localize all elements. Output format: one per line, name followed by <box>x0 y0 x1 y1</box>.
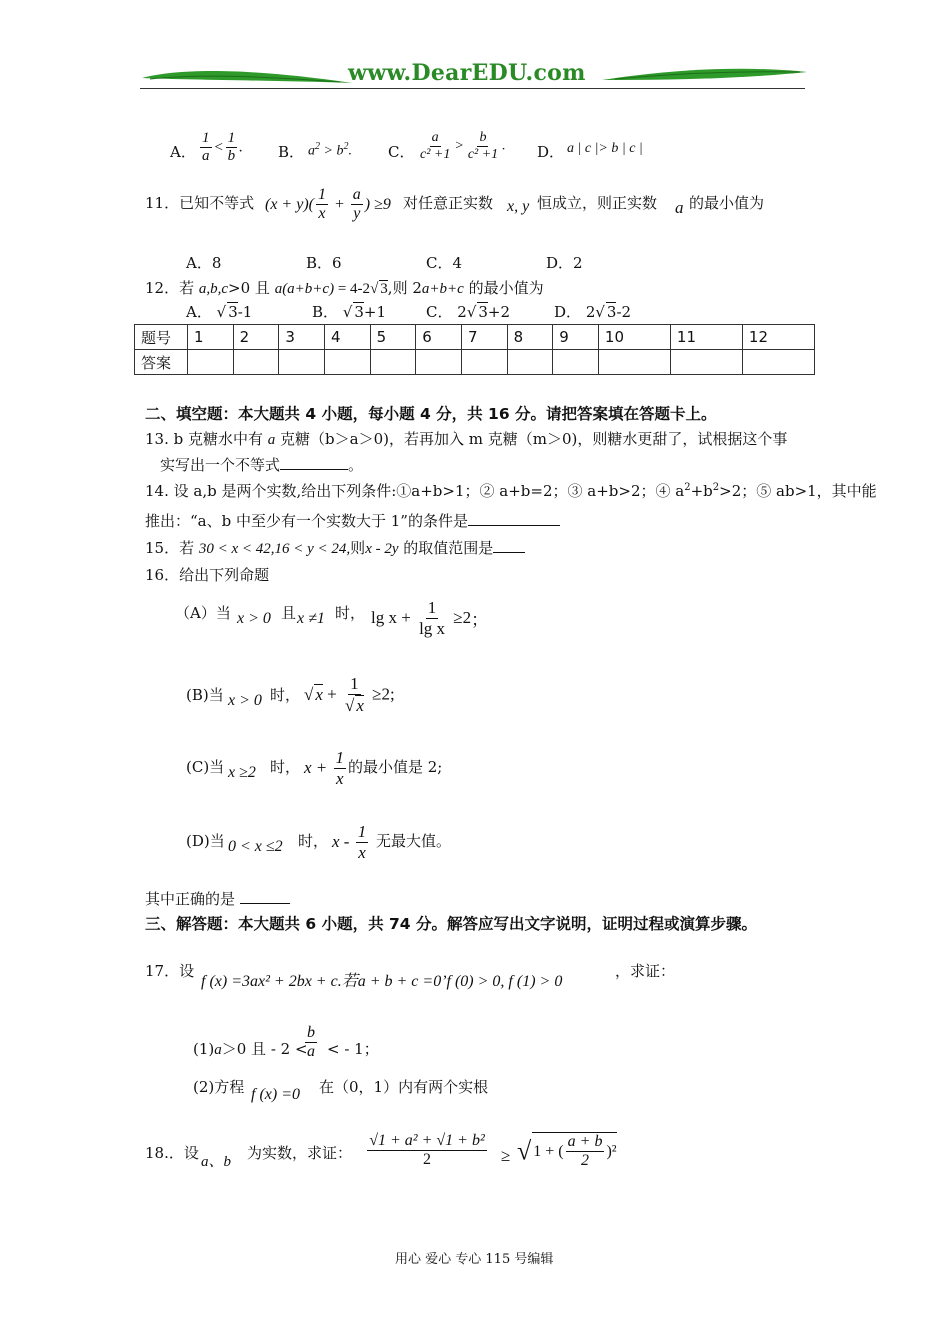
q10-option-c-expr: $\frac{a}{\text{c² +1}}$ > $\frac{b}{\text{c² +1}}$ . <box>420 130 506 163</box>
answer-cell[interactable] <box>742 350 814 375</box>
answer-cell[interactable] <box>324 350 370 375</box>
q11-inequality: (x + y)( $\frac{1}{x}$ + $\frac{a}{y}$ ) ≥9 <box>265 186 391 223</box>
q10-option-a-label: A． <box>170 143 196 161</box>
table-cell: 2 <box>233 325 279 350</box>
answer-table <box>134 324 815 375</box>
q12-option-b: B． √ 3+1 <box>312 303 387 321</box>
answer-cell[interactable] <box>598 350 670 375</box>
table-cell-label: 题号 <box>135 325 188 350</box>
table-cell: 5 <box>370 325 416 350</box>
q12-option-a: A． √ 3-1 <box>186 303 253 321</box>
q12-expr: a(a+b+c) <box>274 281 335 297</box>
table-cell: 3 <box>279 325 325 350</box>
table-row <box>135 350 815 375</box>
answer-cell[interactable] <box>233 350 279 375</box>
section-2-title: 二、填空题：本大题共 4 小题，每小题 4 分，共 16 分。请把答案填在答题卡上。 <box>145 405 717 423</box>
table-cell-label: 答案 <box>135 350 188 375</box>
q14-line-1: 14. 设 a,b 是两个实数,给出下列条件:①a+b>1；② a+b=2；③ a+b>2；④ $a^2+b^2>2$；⑤ ab>1，其中能 <box>145 482 877 500</box>
answer-cell[interactable] <box>461 350 507 375</box>
q11-suffix: 的最小值为 <box>689 194 765 212</box>
question-11 <box>145 186 825 234</box>
q10-option-d-label: D． <box>537 143 565 161</box>
q10-option-b-expr: $a^2 > b^2$. <box>308 141 352 159</box>
q10-option-d-expr: a | c |> b | c | <box>567 141 643 156</box>
header-rule <box>140 88 805 89</box>
table-cell: 10 <box>598 325 670 350</box>
q10-option-b-label: B． <box>278 143 305 161</box>
table-cell: 8 <box>507 325 553 350</box>
table-cell: 6 <box>416 325 462 350</box>
q11-option: D．2 <box>546 254 583 272</box>
answer-cell[interactable] <box>670 350 742 375</box>
q11-option: B．6 <box>306 254 342 272</box>
q12-option-d: D． 2√ 3-2 <box>554 303 632 321</box>
q10-option-c-label: C． <box>388 143 415 161</box>
table-cell: 1 <box>188 325 234 350</box>
q12-cond: a,b,c <box>198 281 229 297</box>
q12-mid: ,则 2 <box>387 279 422 297</box>
answer-cell[interactable] <box>553 350 599 375</box>
q11-options <box>186 252 786 272</box>
q11-mid: 对任意正实数 <box>403 194 494 212</box>
q11-option: C．4 <box>426 254 463 272</box>
q15-answer-blank[interactable] <box>493 538 525 553</box>
page-footer: 用心 爱心 专心 115 号编辑 <box>395 1252 554 1267</box>
q13-answer-blank[interactable] <box>280 455 348 470</box>
answer-cell[interactable] <box>507 350 553 375</box>
q16-conclusion: 其中正确的是 <box>145 888 290 909</box>
answer-cell[interactable] <box>370 350 416 375</box>
q12-sqrt: 3 <box>380 281 388 297</box>
question-15: 15．若 30 < x < 42,16 < y < 24,则x - 2y 的取值范围是 <box>145 537 525 558</box>
page-header <box>140 60 810 94</box>
table-cell: 7 <box>461 325 507 350</box>
section-3-title: 三、解答题：本大题共 6 小题，共 74 分。解答应写出文字说明，证明过程或演算步骤。 <box>145 915 757 933</box>
answer-cell[interactable] <box>416 350 462 375</box>
table-cell: 9 <box>553 325 599 350</box>
q11-option: A．8 <box>186 254 222 272</box>
q12-gt: >0 且 <box>228 279 275 297</box>
leaf-decoration-left-icon <box>140 66 355 88</box>
site-logo-text: www.DearEDU.com <box>348 60 586 86</box>
q11-var-a: a <box>675 198 684 217</box>
answer-cell[interactable] <box>279 350 325 375</box>
table-cell: 4 <box>324 325 370 350</box>
q16-title: 16．给出下列命题 <box>145 566 270 584</box>
table-row <box>135 325 815 350</box>
q12-option-c: C． 2√ 3+2 <box>426 303 511 321</box>
q12-suffix: 的最小值为 <box>463 279 544 297</box>
q11-mid2: 恒成立，则正实数 <box>537 194 658 212</box>
q12-options <box>186 301 786 321</box>
question-12: 12．若 a,b,c>0 且 a(a+b+c) = 4-2√ 3,则 2a+b+c 的最小值为 <box>145 279 544 297</box>
answer-cell[interactable] <box>188 350 234 375</box>
q18-rhs: √ 1 + ( $\frac{a + b}{2}$ )² <box>517 1133 617 1170</box>
q12-eq: = 4-2 <box>334 281 371 297</box>
q13-line-2: 实写出一个不等式 。 <box>160 456 364 474</box>
table-cell: 11 <box>670 325 742 350</box>
q13-line-1: 13. b 克糖水中有 a 克糖（b＞a＞0)，若再加入 m 克糖（m＞0)，则糖水更甜了，试根据这个事 <box>145 430 788 448</box>
q11-prefix: 11．已知不等式 <box>145 194 255 212</box>
q10-option-a-expr: $\frac{1}{a}$ < $\frac{1}{b}$ . <box>202 130 243 165</box>
table-cell: 12 <box>742 325 814 350</box>
q16-answer-blank[interactable] <box>240 889 290 904</box>
q14-answer-blank[interactable] <box>468 511 560 526</box>
leaf-decoration-right-icon <box>600 64 810 86</box>
q11-vars: x, y <box>507 198 530 215</box>
q18-lhs-fraction: $\frac{\text{√1 + a² + √1 + b²}}{2}$ <box>369 1132 485 1169</box>
q12-prefix: 12．若 <box>145 279 199 297</box>
q14-line-2: 推出：“a、b 中至少有一个实数大于 1”的条件是 <box>145 510 560 531</box>
q12-expr2: a+b+c <box>421 281 464 297</box>
